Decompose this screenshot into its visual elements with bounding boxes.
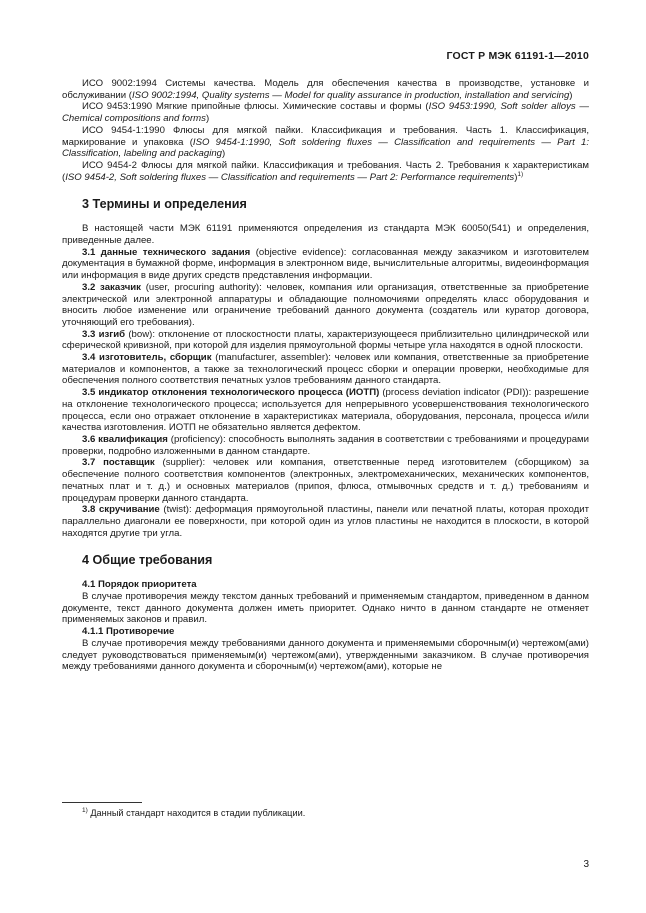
reference-iso-9002: ИСО 9002:1994 Системы качества. Модель для обеспечения качества в производстве, установке и обслуживании (ISO 9002:1994, Quality systems — Model for quality assurance in production, installation and servicing): [62, 78, 589, 101]
footnote-mark: 1): [82, 806, 88, 814]
subsection-4-1-1-heading: 4.1.1 Противоречие: [82, 626, 175, 638]
page-content: [62, 78, 589, 673]
reference-iso-9453: ИСО 9453:1990 Мягкие припойные флюсы. Химические составы и формы (ISO 9453:1990, Soft solder alloys — Chemical compositions and forms): [62, 101, 589, 125]
footnote-ref: 1): [517, 170, 524, 178]
reference-iso-9454-2: ИСО 9454-2 Флюсы для мягкой пайки. Классификация и требования. Часть 2. Требования к характеристикам (ISO 9454-2, Soft soldering fluxes — Classification and requirements — Part 2: Performance requirements)$^{1)}$: [62, 159, 589, 183]
term-3-5: 3.5 индикатор отклонения технологического процесса (ИОТП) (process deviation indicator (PDI)): разрешение на отклонение технологического процесса; используется для непрерывного усовершенствования технологического процесса, если оно отражает отклонение в характеристиках материала, оборудования, персонала, процесса и/или качества изготовления. ИОТП не обязательно является дефектом.: [62, 387, 589, 434]
footnote-divider: [62, 802, 142, 803]
page-number: 3: [583, 859, 589, 870]
section-3-heading: 3 Термины и определения: [82, 197, 247, 212]
term-3-6: 3.6 квалификация (proficiency): способность выполнять задания в соответствии с требованиями и процедурами проверки, подробно изложенными в данном стандарте.: [62, 433, 589, 457]
term-3-1: 3.1 данные технического задания (objective evidence): согласованная между заказчиком и изготовителем документация в бумажной форме, информация в электронном виде, вычислительные алгоритмы, видеоинформация или информация в виде других средств представления информации.: [62, 246, 589, 282]
subsection-4-1-1-text: В случае противоречия между требованиями данного документа и применяемыми сборочным(и) чертежом(ами) следует руководствоваться применяемым(и) чертежом(ами), утвержденными заказчиком. В случае противоречия между требованиями данного документа и сборочным(и) чертежом(ами), которые не: [62, 637, 589, 673]
section-4-heading: 4 Общие требования: [82, 553, 213, 568]
section-3-intro: В настоящей части МЭК 61191 применяются определения из стандарта МЭК 60050(541) и определения, приведенные далее.: [62, 223, 589, 247]
subsection-4-1-text: В случае противоречия между текстом данных требований и применяемым стандартом, приведенном в данном документе, текст данного документа должен иметь приоритет. Однако ничто в данном стандарте не отменяет применяемых законов и правил.: [62, 591, 589, 626]
term-3-8: 3.8 скручивание (twist): деформация прямоугольной пластины, панели или печатной платы, которая проходит параллельно диагонали ее поверхности, при которой один из углов пластины не находится в плоскости, в которой находятся другие три угла.: [62, 504, 589, 539]
footnote-text: Данный стандарт находится в стадии публикации.: [87, 808, 306, 818]
subsection-4-1-heading: 4.1 Порядок приоритета: [82, 579, 197, 591]
page-header-standard: ГОСТ Р МЭК 61191-1—2010: [446, 50, 589, 62]
term-3-7: 3.7 поставщик (supplier): человек или компания, ответственные перед изготовителем (сборщиком) за обеспечение полного соответствия компонентов (электронных, электромеханических, механических компонентов, печатных плат и т. д.) и основных материалов (припоя, флюса, отмывочных средств и т. д.) требованиям и процедурам проверки данного стандарта.: [62, 457, 590, 504]
reference-iso-9454-1: ИСО 9454-1:1990 Флюсы для мягкой пайки. Классификация и требования. Часть 1. Классификация, маркирование и упаковка (ISO 9454-1:1990, Soft soldering fluxes — Classification and requirements — Part 1: Classification, labeling and packaging): [62, 124, 590, 160]
footnote: [82, 808, 305, 818]
term-3-2: 3.2 заказчик (user, procuring authority): человек, компания или организация, ответственные за приобретение электрической или электронной аппаратуры и обладающие полномочиями определять класс оборудования и вносить любое изменение или ограничение требований данного документа (создатель или куратор договора, уточняющий его требования).: [62, 281, 589, 328]
term-3-3: 3.3 изгиб (bow): отклонение от плоскостности платы, характеризующееся приблизительно цилиндрической или сферической кривизной, при которой для изделия прямоугольной формы четыре угла находятся в одной плоскости.: [62, 328, 589, 352]
term-3-4: 3.4 изготовитель, сборщик (manufacturer, assembler): человек или компания, ответственные за приобретение материалов и компонентов, а также за технологический процесс сборки и операции проверки, необходимые для обеспечения полного соответствия печатных узлов требованиям данного стандарта.: [62, 352, 589, 387]
